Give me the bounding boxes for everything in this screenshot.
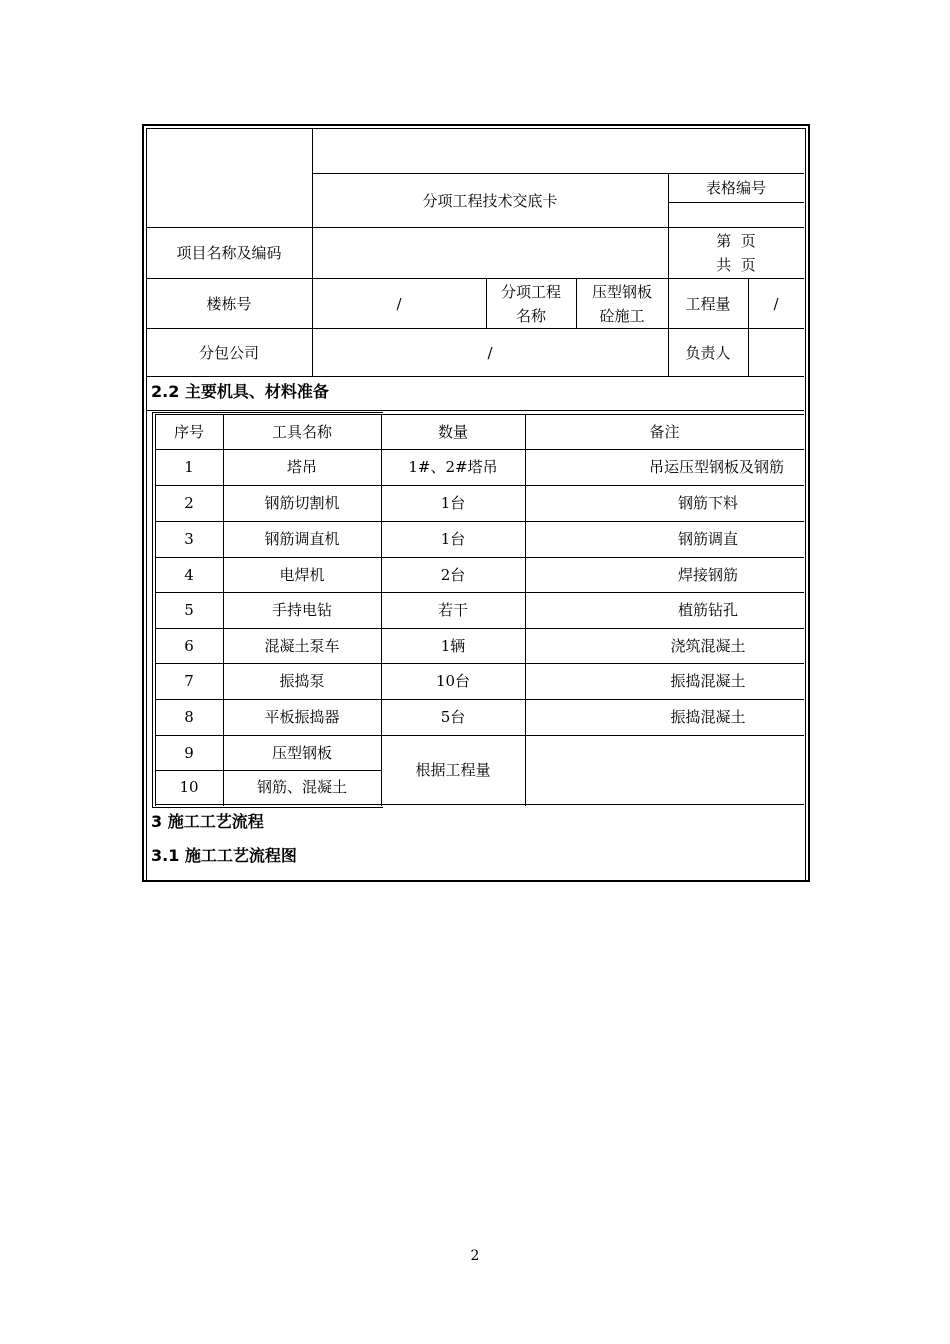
table-cell-note: 钢筋下料 xyxy=(677,494,738,512)
project-value xyxy=(312,228,668,278)
quantity-label: 工程量 xyxy=(685,294,731,313)
project-label: 项目名称及编码 xyxy=(176,244,282,262)
form-number-value xyxy=(668,203,804,227)
table-cell-note: 浇筑混凝土 xyxy=(670,636,746,655)
table-cell-qty: 1#、2#塔吊 xyxy=(408,458,498,476)
table-divider xyxy=(381,804,804,805)
form-title: 分项工程技术交底卡 xyxy=(422,191,558,210)
section-heading: 3.1 施工工艺流程图 xyxy=(151,846,297,865)
table-cell-note: 振捣混凝土 xyxy=(670,672,746,690)
responsible-value xyxy=(748,329,804,376)
section-heading: 2.2 主要机具、材料准备 xyxy=(151,382,329,401)
table-cell-no: 2 xyxy=(184,494,194,512)
table-cell-qty: 10台 xyxy=(435,672,471,690)
table-cell-qty-merged: 根据工程量 xyxy=(415,760,491,779)
table-cell-no: 8 xyxy=(184,708,194,726)
building-value: / xyxy=(396,294,402,313)
table-cell-qty: 1辆 xyxy=(440,636,466,655)
table-divider xyxy=(155,804,381,805)
section-heading: 3 施工工艺流程 xyxy=(151,812,264,831)
table-cell-name: 振捣泵 xyxy=(279,672,325,690)
responsible-label: 负责人 xyxy=(685,343,731,362)
table-cell-no: 7 xyxy=(184,672,194,690)
column-header-note: 备注 xyxy=(649,422,680,441)
subproject-label-line1: 分项工程 xyxy=(500,283,561,301)
table-cell-no: 6 xyxy=(184,636,194,655)
table-cell-qty: 1台 xyxy=(440,530,466,548)
table-cell-qty: 5台 xyxy=(440,708,466,726)
form-number-label: 表格编号 xyxy=(705,179,766,197)
table-cell-name: 钢筋调直机 xyxy=(264,530,340,548)
header-divider xyxy=(146,376,804,377)
table-cell-note: 吊运压型钢板及钢筋 xyxy=(648,458,784,476)
table-cell-qty: 1台 xyxy=(440,494,466,512)
table-cell-name: 钢筋、混凝土 xyxy=(256,778,347,796)
table-cell-note: 振捣混凝土 xyxy=(670,708,746,726)
table-cell-no: 4 xyxy=(184,565,194,584)
table-cell-no: 10 xyxy=(179,778,199,796)
table-cell-qty: 2台 xyxy=(440,565,466,584)
table-cell-qty: 若干 xyxy=(437,601,468,619)
table-cell-no: 9 xyxy=(184,743,194,762)
table-cell-no: 1 xyxy=(184,458,194,476)
table-cell-note: 钢筋调直 xyxy=(677,530,738,548)
subproject-label-line2: 名称 xyxy=(515,307,546,325)
column-header-no: 序号 xyxy=(173,422,204,441)
table-cell-note: 焊接钢筋 xyxy=(677,565,738,584)
building-label: 楼栋号 xyxy=(206,294,252,313)
table-cell-no: 5 xyxy=(184,601,194,619)
table-cell-name: 混凝土泵车 xyxy=(264,636,340,655)
section-divider xyxy=(146,410,804,411)
column-header-name: 工具名称 xyxy=(271,422,332,441)
table-cell-no: 3 xyxy=(184,530,194,548)
table-cell-note: 植筋钻孔 xyxy=(677,601,738,619)
page-total-label: 共 页 xyxy=(716,256,756,274)
table-cell-name: 钢筋切割机 xyxy=(264,494,340,512)
column-header-qty: 数量 xyxy=(437,422,468,441)
page-number-label: 第 页 xyxy=(716,232,756,250)
table-cell-name: 压型钢板 xyxy=(271,743,332,762)
table-cell-name: 电焊机 xyxy=(279,565,325,584)
subcontractor-label: 分包公司 xyxy=(198,343,259,362)
page-number: 2 xyxy=(470,1248,480,1264)
table-cell-name: 平板振捣器 xyxy=(264,708,340,726)
subproject-value-line2: 砼施工 xyxy=(599,307,645,325)
table-cell-name: 塔吊 xyxy=(286,458,317,476)
table-cell-name: 手持电钻 xyxy=(271,601,332,619)
quantity-value: / xyxy=(773,294,779,313)
subproject-value-line1: 压型钢板 xyxy=(591,283,652,301)
subcontractor-value: / xyxy=(487,343,493,362)
